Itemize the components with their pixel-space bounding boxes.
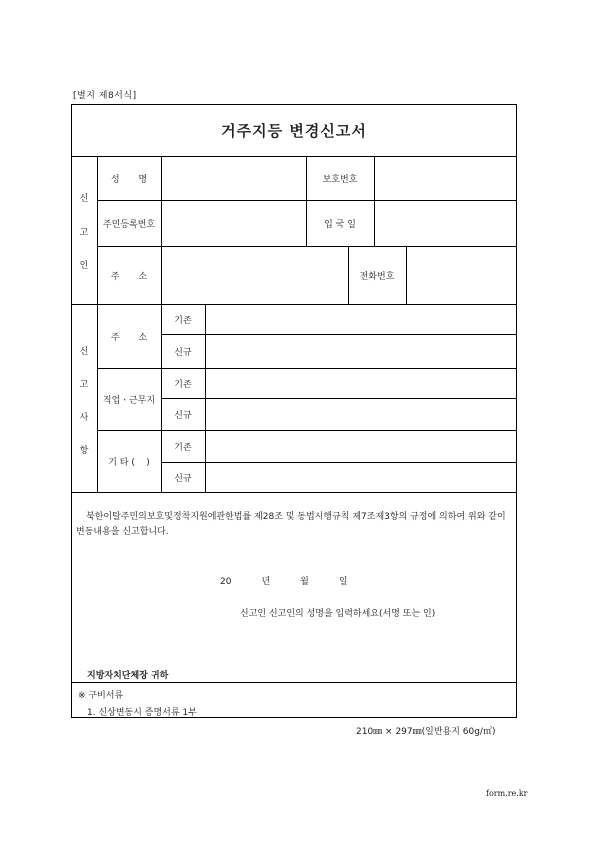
date-day-label: 일 bbox=[338, 577, 348, 587]
phone-label: 전화번호 bbox=[359, 271, 395, 282]
divider bbox=[71, 682, 517, 683]
other-existing-field[interactable] bbox=[206, 431, 516, 461]
job-new-field[interactable] bbox=[206, 399, 516, 429]
reporter-section-char: 인 bbox=[79, 261, 89, 271]
report-items-section-char: 신 bbox=[79, 347, 89, 357]
reporter-section-char: 신 bbox=[79, 194, 89, 204]
resident-number-label: 주민등록번호 bbox=[102, 219, 156, 230]
new-label: 신규 bbox=[174, 410, 192, 421]
other-new-field[interactable] bbox=[206, 463, 516, 491]
new-label: 신규 bbox=[174, 347, 192, 358]
resident-number-field[interactable] bbox=[162, 201, 305, 245]
report-items-section-char: 항 bbox=[79, 446, 89, 456]
existing-label: 기존 bbox=[174, 315, 192, 326]
reporter-section-char: 고 bbox=[79, 227, 89, 238]
date-year-label: 년 bbox=[261, 577, 271, 587]
recipient: 지방자치단체장 귀하 bbox=[87, 671, 169, 681]
declaration-statement: 북한이탈주민의보호및정착지원에관한법률 제28조 및 동법시행규칙 제7조제3항의 규정에 의하여 위와 같이 변동내용을 신고합니다. bbox=[76, 512, 506, 537]
form-title: 거주지등 변경신고서 bbox=[221, 121, 367, 140]
job-existing-field[interactable] bbox=[206, 369, 516, 397]
entry-date-label: 입 국 일 bbox=[324, 219, 356, 230]
source-label: form.re.kr bbox=[486, 789, 528, 798]
signature-line[interactable]: 신고인 신고인의 성명을 입력하세요(서명 또는 인) bbox=[240, 609, 436, 619]
form-number-label: [별지 제8서식] bbox=[73, 91, 137, 101]
new-label: 신규 bbox=[174, 473, 192, 484]
address-field[interactable] bbox=[162, 247, 347, 303]
report-items-section-label bbox=[71, 344, 97, 456]
protection-number-field[interactable] bbox=[375, 157, 516, 199]
date-month-label: 월 bbox=[300, 577, 309, 587]
divider bbox=[71, 492, 517, 493]
existing-label: 기존 bbox=[174, 442, 192, 453]
date-year-prefix: 20 bbox=[220, 577, 232, 587]
name-label: 성 명 bbox=[110, 174, 148, 185]
protection-number-label: 보호번호 bbox=[322, 174, 358, 185]
item-other-label: 기 타 ( ) bbox=[108, 457, 150, 468]
report-items-section-char: 사 bbox=[79, 413, 89, 423]
existing-label: 기존 bbox=[174, 379, 192, 390]
paper-spec: 210㎜ × 297㎜(일반용지 60g/㎡) bbox=[356, 727, 496, 737]
reporter-section-label bbox=[71, 191, 97, 271]
phone-field[interactable] bbox=[407, 247, 516, 303]
address-new-field[interactable] bbox=[206, 335, 516, 367]
item-address-label: 주 소 bbox=[110, 332, 148, 343]
attachments-title: ※ 구비서류 bbox=[78, 691, 124, 701]
report-date bbox=[220, 574, 348, 587]
entry-date-field[interactable] bbox=[375, 201, 516, 245]
address-label: 주 소 bbox=[110, 271, 148, 282]
item-job-label: 직업ㆍ근무지 bbox=[102, 395, 156, 406]
address-existing-field[interactable] bbox=[206, 305, 516, 333]
name-field[interactable] bbox=[162, 157, 305, 199]
attachment-item: 1. 신상변동시 증명서류 1부 bbox=[87, 708, 197, 718]
report-items-section-char: 고 bbox=[79, 380, 89, 390]
